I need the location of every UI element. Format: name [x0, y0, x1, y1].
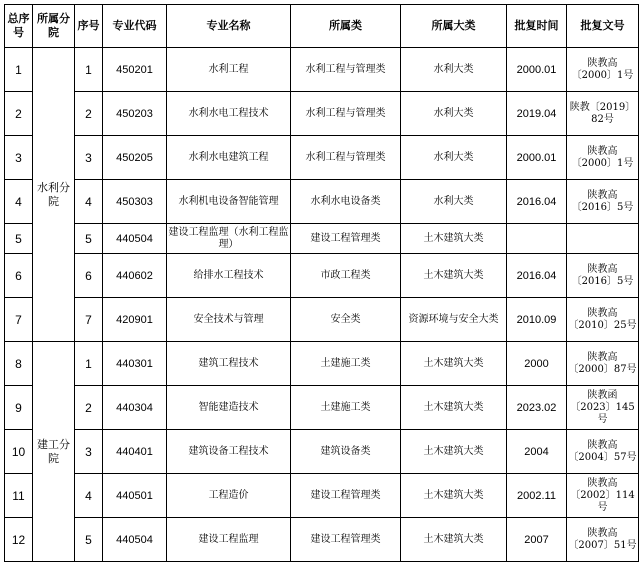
category-cell: 安全类 [291, 298, 401, 342]
code-cell: 440504 [103, 518, 167, 562]
name-cell: 安全技术与管理 [167, 298, 291, 342]
header-approval: 批复文号 [567, 5, 639, 48]
total-no-cell: 7 [5, 298, 33, 342]
table-row [5, 48, 639, 92]
name-cell: 建筑设备工程技术 [167, 430, 291, 474]
category-cell: 水利工程与管理类 [291, 92, 401, 136]
major-category-cell: 土木建筑大类 [401, 474, 507, 518]
category-cell: 市政工程类 [291, 254, 401, 298]
no-cell: 5 [75, 224, 103, 254]
no-cell: 1 [75, 48, 103, 92]
no-cell: 1 [75, 342, 103, 386]
approval-cell: 陕教高〔2004〕57号 [567, 430, 639, 474]
approval-cell: 陕教高〔2000〕1号 [567, 136, 639, 180]
category-cell: 土建施工类 [291, 342, 401, 386]
category-cell: 建设工程管理类 [291, 518, 401, 562]
approval-cell: 陕教高〔2002〕114号 [567, 474, 639, 518]
name-cell: 给排水工程技术 [167, 254, 291, 298]
name-cell: 工程造价 [167, 474, 291, 518]
header-date: 批复时间 [507, 5, 567, 48]
approval-cell: 陕教〔2019〕82号 [567, 92, 639, 136]
date-cell: 2002.11 [507, 474, 567, 518]
code-cell: 450303 [103, 180, 167, 224]
table-row [5, 298, 639, 342]
category-cell: 水利工程与管理类 [291, 136, 401, 180]
no-cell: 7 [75, 298, 103, 342]
code-cell: 440504 [103, 224, 167, 254]
total-no-cell: 3 [5, 136, 33, 180]
header-name: 专业名称 [167, 5, 291, 48]
header-total-no: 总序号 [5, 5, 33, 48]
header-row [5, 5, 639, 48]
no-cell: 4 [75, 474, 103, 518]
table-row [5, 180, 639, 224]
major-category-cell: 土木建筑大类 [401, 386, 507, 430]
category-cell: 建筑设备类 [291, 430, 401, 474]
table-row [5, 518, 639, 562]
table-row [5, 136, 639, 180]
category-cell: 水利工程与管理类 [291, 48, 401, 92]
no-cell: 3 [75, 430, 103, 474]
total-no-cell: 8 [5, 342, 33, 386]
major-category-cell: 土木建筑大类 [401, 224, 507, 254]
majors-table [4, 4, 639, 562]
approval-cell: 陕教高〔2000〕1号 [567, 48, 639, 92]
approval-cell: 陕教高〔2016〕5号 [567, 254, 639, 298]
total-no-cell: 12 [5, 518, 33, 562]
table-row [5, 224, 639, 254]
major-category-cell: 土木建筑大类 [401, 430, 507, 474]
header-code: 专业代码 [103, 5, 167, 48]
no-cell: 3 [75, 136, 103, 180]
major-category-cell: 水利大类 [401, 136, 507, 180]
code-cell: 440602 [103, 254, 167, 298]
total-no-cell: 11 [5, 474, 33, 518]
name-cell: 水利水电建筑工程 [167, 136, 291, 180]
total-no-cell: 4 [5, 180, 33, 224]
no-cell: 6 [75, 254, 103, 298]
name-cell: 建设工程监理（水利工程监理） [167, 224, 291, 254]
total-no-cell: 1 [5, 48, 33, 92]
code-cell: 440401 [103, 430, 167, 474]
approval-cell [567, 224, 639, 254]
header-major-category: 所属大类 [401, 5, 507, 48]
major-category-cell: 水利大类 [401, 92, 507, 136]
code-cell: 440501 [103, 474, 167, 518]
major-category-cell: 水利大类 [401, 180, 507, 224]
header-college: 所属分院 [33, 5, 75, 48]
name-cell: 建筑工程技术 [167, 342, 291, 386]
date-cell: 2016.04 [507, 254, 567, 298]
date-cell: 2004 [507, 430, 567, 474]
approval-cell: 陕教函〔2023〕145号 [567, 386, 639, 430]
category-cell: 建设工程管理类 [291, 474, 401, 518]
no-cell: 2 [75, 92, 103, 136]
header-no: 序号 [75, 5, 103, 48]
date-cell: 2000 [507, 342, 567, 386]
code-cell: 450203 [103, 92, 167, 136]
table-row [5, 386, 639, 430]
college-cell: 水利分院 [33, 48, 75, 342]
date-cell: 2010.09 [507, 298, 567, 342]
header-category: 所属类 [291, 5, 401, 48]
category-cell: 水利水电设备类 [291, 180, 401, 224]
category-cell: 土建施工类 [291, 386, 401, 430]
no-cell: 2 [75, 386, 103, 430]
major-category-cell: 土木建筑大类 [401, 254, 507, 298]
approval-cell: 陕教高〔2010〕25号 [567, 298, 639, 342]
code-cell: 440301 [103, 342, 167, 386]
total-no-cell: 5 [5, 224, 33, 254]
table-row [5, 430, 639, 474]
no-cell: 4 [75, 180, 103, 224]
total-no-cell: 10 [5, 430, 33, 474]
code-cell: 450201 [103, 48, 167, 92]
date-cell: 2007 [507, 518, 567, 562]
name-cell: 水利工程 [167, 48, 291, 92]
name-cell: 建设工程监理 [167, 518, 291, 562]
date-cell [507, 224, 567, 254]
major-category-cell: 水利大类 [401, 48, 507, 92]
major-category-cell: 资源环境与安全大类 [401, 298, 507, 342]
table-row [5, 254, 639, 298]
major-category-cell: 土木建筑大类 [401, 518, 507, 562]
date-cell: 2000.01 [507, 48, 567, 92]
date-cell: 2016.04 [507, 180, 567, 224]
table-row [5, 342, 639, 386]
date-cell: 2000.01 [507, 136, 567, 180]
no-cell: 5 [75, 518, 103, 562]
code-cell: 440304 [103, 386, 167, 430]
approval-cell: 陕教高〔2016〕5号 [567, 180, 639, 224]
approval-cell: 陕教高〔2007〕51号 [567, 518, 639, 562]
college-cell: 建工分院 [33, 342, 75, 562]
code-cell: 420901 [103, 298, 167, 342]
table-row [5, 474, 639, 518]
total-no-cell: 9 [5, 386, 33, 430]
code-cell: 450205 [103, 136, 167, 180]
approval-cell: 陕教高〔2000〕87号 [567, 342, 639, 386]
category-cell: 建设工程管理类 [291, 224, 401, 254]
total-no-cell: 6 [5, 254, 33, 298]
name-cell: 水利水电工程技术 [167, 92, 291, 136]
name-cell: 水利机电设备智能管理 [167, 180, 291, 224]
date-cell: 2023.02 [507, 386, 567, 430]
total-no-cell: 2 [5, 92, 33, 136]
major-category-cell: 土木建筑大类 [401, 342, 507, 386]
table-row [5, 92, 639, 136]
date-cell: 2019.04 [507, 92, 567, 136]
name-cell: 智能建造技术 [167, 386, 291, 430]
